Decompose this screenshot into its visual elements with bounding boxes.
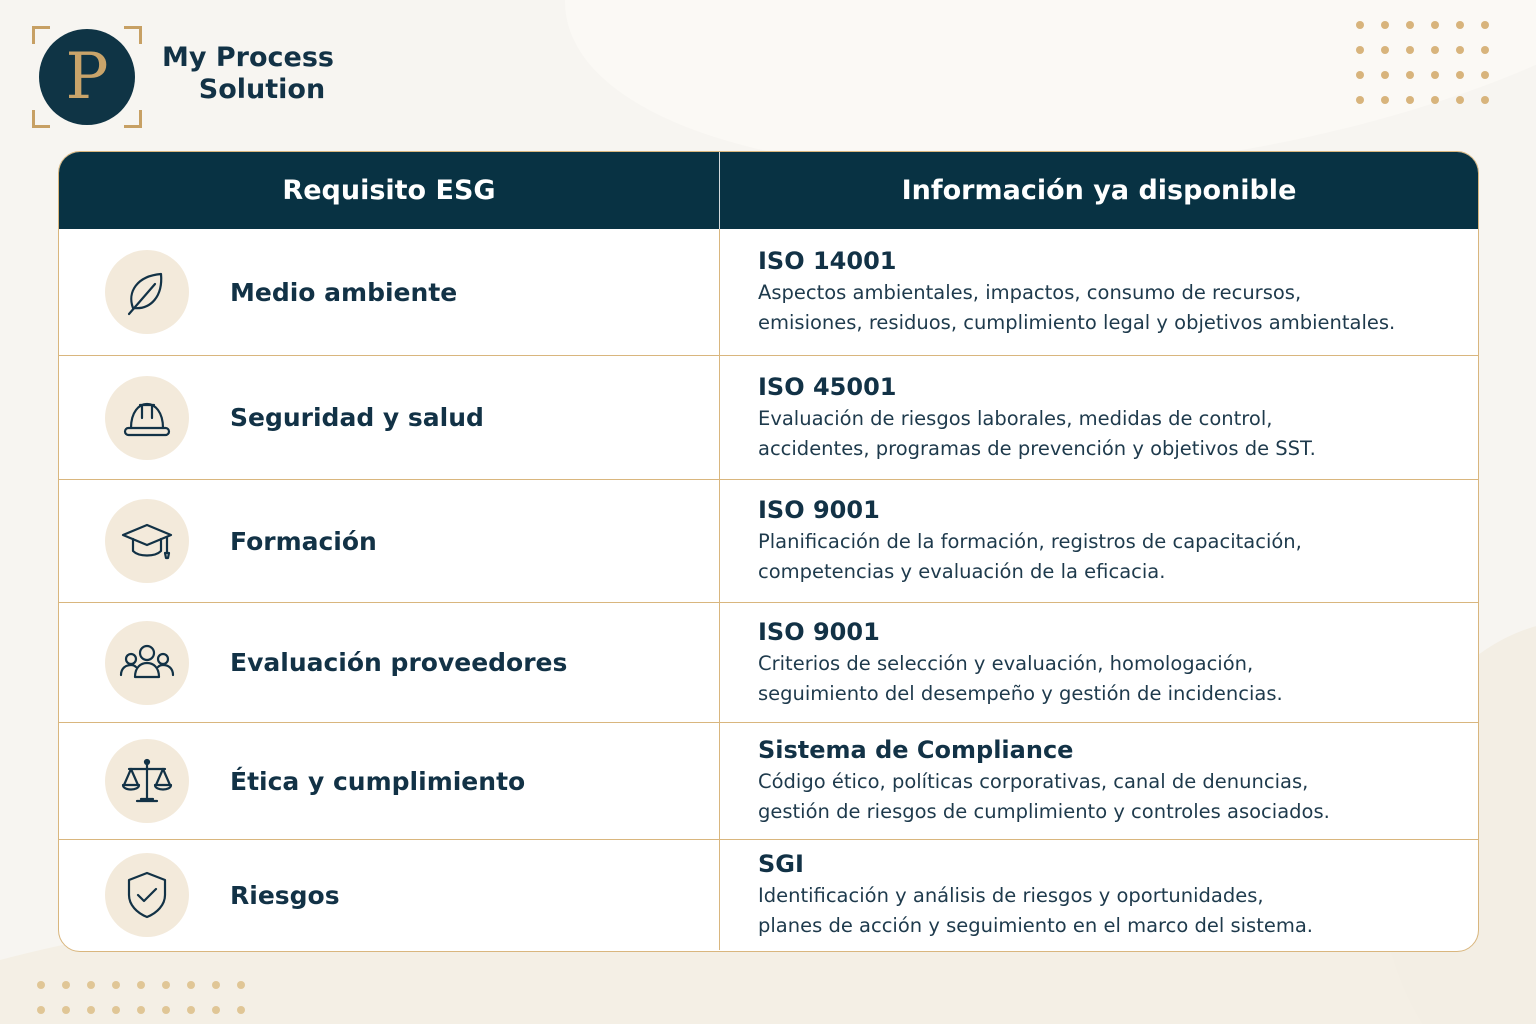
info-cell — [720, 723, 1478, 839]
logo-corner — [124, 26, 142, 44]
logo-corner — [32, 110, 50, 128]
logo-mark: P — [39, 29, 135, 125]
brand-name — [162, 42, 362, 106]
info-line: competencias y evaluación de la eficacia. — [758, 560, 1166, 583]
info-cell — [720, 229, 1478, 355]
shield-check-icon — [105, 853, 189, 937]
requirement-cell — [59, 603, 720, 722]
info-line: seguimiento del desempeño y gestión de incidencias. — [758, 681, 1283, 705]
logo-corner — [124, 110, 142, 128]
info-cell — [720, 840, 1478, 950]
logo — [32, 26, 142, 128]
decorative-dots-bottom — [37, 981, 245, 1014]
requirement-cell — [59, 723, 720, 839]
info-line: Aspectos ambientales, impactos, consumo de recursos, — [758, 281, 1302, 304]
table-row — [59, 480, 1478, 603]
info-cell — [720, 356, 1478, 479]
brand-name-line2: Solution — [198, 74, 326, 105]
table-row — [59, 229, 1478, 356]
table-row — [59, 840, 1478, 950]
requirement-cell — [59, 229, 720, 355]
table-row — [59, 603, 1478, 723]
table-row — [59, 723, 1478, 840]
info-line: accidentes, programas de prevención y objetivos de SST. — [758, 436, 1316, 460]
info-line: planes de acción y seguimiento en el marco del sistema. — [758, 914, 1313, 937]
hard-hat-icon — [105, 376, 189, 460]
info-line: Identificación y análisis de riesgos y oportunidades, — [758, 884, 1264, 907]
info-line: gestión de riesgos de cumplimiento y controles asociados. — [758, 800, 1330, 823]
table-row — [59, 356, 1478, 480]
brand-name-line1: My Process — [162, 42, 334, 73]
requirement-label: Medio ambiente — [230, 277, 458, 307]
header-requirement: Requisito ESG — [59, 152, 720, 229]
requirement-cell — [59, 480, 720, 602]
info-line: Evaluación de riesgos laborales, medidas de control, — [758, 406, 1273, 430]
requirement-cell — [59, 840, 720, 950]
standard-title: ISO 14001 — [758, 247, 897, 275]
leaf-icon — [105, 250, 189, 334]
requirement-label: Formación — [230, 526, 377, 556]
info-cell — [720, 603, 1478, 722]
requirement-label: Evaluación proveedores — [230, 648, 568, 677]
requirement-cell — [59, 356, 720, 479]
decorative-dots-top — [1356, 21, 1489, 104]
info-line: emisiones, residuos, cumplimiento legal y objetivos ambientales. — [758, 311, 1396, 334]
standard-title: ISO 9001 — [758, 617, 880, 646]
graduation-cap-icon — [105, 499, 189, 583]
header-available-info: Información ya disponible — [901, 175, 1297, 206]
info-line: Planificación de la formación, registros de capacitación, — [758, 530, 1302, 553]
standard-title: ISO 45001 — [758, 372, 897, 401]
standard-title: ISO 9001 — [758, 496, 880, 524]
table-header — [59, 152, 1478, 229]
info-line: Criterios de selección y evaluación, homologación, — [758, 651, 1254, 675]
info-cell — [720, 480, 1478, 602]
logo-corner — [32, 26, 50, 44]
requirement-label: Riesgos — [230, 880, 340, 910]
people-group-icon — [105, 621, 189, 705]
esg-table — [58, 151, 1479, 952]
requirement-label: Seguridad y salud — [230, 403, 484, 432]
info-line: Código ético, políticas corporativas, canal de denuncias, — [758, 770, 1309, 793]
scales-icon — [105, 739, 189, 823]
standard-title: SGI — [758, 850, 804, 878]
requirement-label: Ética y cumplimiento — [230, 766, 526, 796]
standard-title: Sistema de Compliance — [758, 736, 1074, 764]
